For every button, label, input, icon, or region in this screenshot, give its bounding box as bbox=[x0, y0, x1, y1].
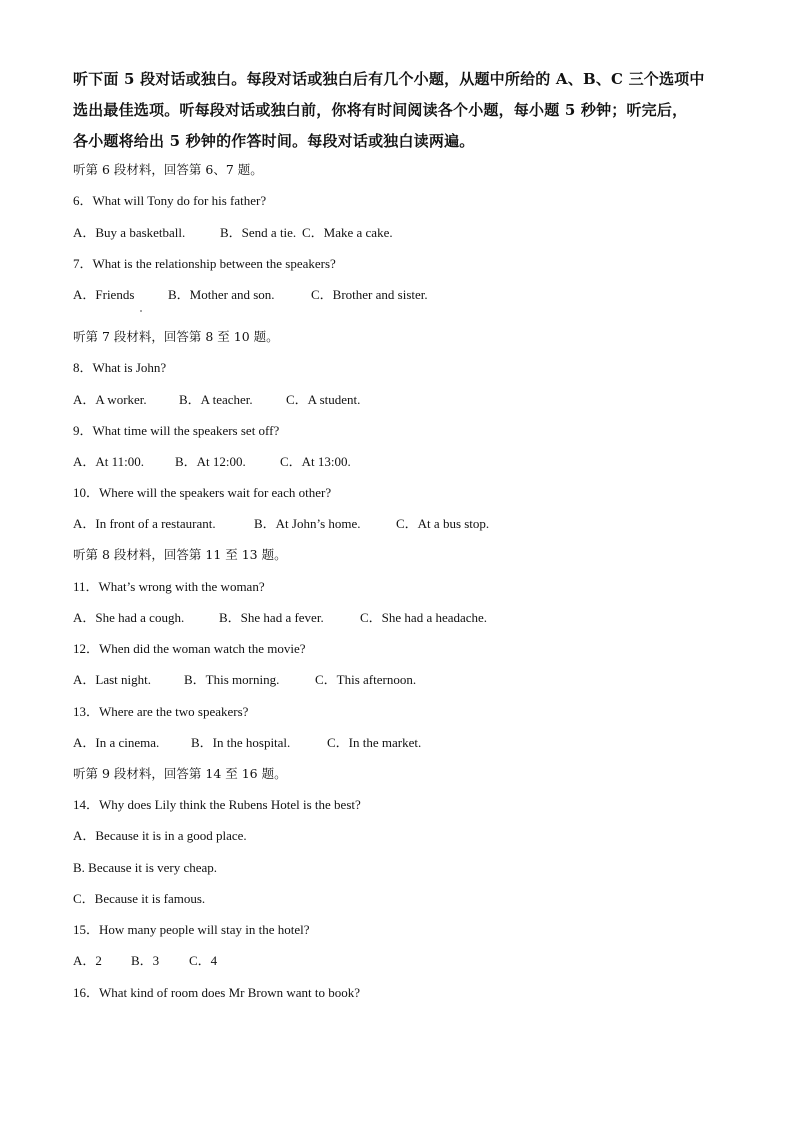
instructions bbox=[73, 64, 733, 157]
question-7-options bbox=[73, 286, 428, 304]
question-11-option-a[interactable]: A．She had a cough. bbox=[73, 610, 185, 625]
question-6-stem: 6．What will Tony do for his father? bbox=[73, 193, 267, 208]
question-15-stem: 15．How many people will stay in the hotel? bbox=[73, 922, 310, 937]
question-12-option-a[interactable]: A．Last night. bbox=[73, 672, 151, 687]
question-9-stem: 9．What time will the speakers set off? bbox=[73, 423, 280, 438]
question-6-options bbox=[73, 224, 393, 242]
question-9-options bbox=[73, 453, 351, 471]
question-14-option-a[interactable]: A．Because it is in a good place. bbox=[73, 828, 247, 843]
question-11-options bbox=[73, 609, 487, 627]
question-10-option-c[interactable]: C．At a bus stop. bbox=[396, 516, 490, 531]
question-15-option-b[interactable]: B．3 bbox=[131, 953, 160, 968]
question-15-option-c[interactable]: C．4 bbox=[189, 953, 218, 968]
question-16-stem: 16．What kind of room does Mr Brown want to book? bbox=[73, 985, 361, 1000]
question-9-option-c[interactable]: C．At 13:00. bbox=[280, 454, 351, 469]
question-8-options bbox=[73, 391, 360, 409]
question-14-stem: 14．Why does Lily think the Rubens Hotel is the best? bbox=[73, 797, 361, 812]
question-8-stem: 8．What is John? bbox=[73, 360, 167, 375]
question-13-option-b[interactable]: B．In the hospital. bbox=[191, 735, 291, 750]
question-11-option-b[interactable]: B．She had a fever. bbox=[219, 610, 324, 625]
question-8-option-a[interactable]: A．A worker. bbox=[73, 392, 147, 407]
question-12-option-c[interactable]: C．This afternoon. bbox=[315, 672, 417, 687]
question-10-option-a[interactable]: A．In front of a restaurant. bbox=[73, 516, 216, 531]
question-9-option-b[interactable]: B．At 12:00. bbox=[175, 454, 246, 469]
section-header-9: 听第 9 段材料，回答第 14 至 16 题。 bbox=[73, 766, 287, 781]
question-10-options bbox=[73, 515, 489, 533]
question-13-options bbox=[73, 734, 421, 752]
section-header-7: 听第 7 段材料，回答第 8 至 10 题。 bbox=[73, 329, 279, 344]
question-15-option-a[interactable]: A．2 bbox=[73, 953, 102, 968]
question-11-option-c[interactable]: C．She had a headache. bbox=[360, 610, 488, 625]
question-10-option-b[interactable]: B．At John’s home. bbox=[254, 516, 361, 531]
question-7-option-b[interactable]: B．Mother and son. bbox=[168, 287, 275, 302]
stray-dot-mark bbox=[140, 310, 142, 312]
instructions-line-2: 选出最佳选项。听每段对话或独白前，你将有时间阅读各个小题，每小题 5 秒钟；听完后， bbox=[73, 101, 688, 119]
question-6-option-a[interactable]: A．Buy a basketball. bbox=[73, 225, 186, 240]
question-7-stem: 7．What is the relationship between the speakers? bbox=[73, 256, 336, 271]
question-14-option-c[interactable]: C．Because it is famous. bbox=[73, 891, 206, 906]
question-10-stem: 10．Where will the speakers wait for each other? bbox=[73, 485, 332, 500]
section-header-8: 听第 8 段材料，回答第 11 至 13 题。 bbox=[73, 547, 287, 562]
instructions-line-1: 听下面 5 段对话或独白。每段对话或独白后有几个小题，从题中所给的 A、B、C 三个选项中 bbox=[73, 70, 705, 88]
question-12-stem: 12．When did the woman watch the movie? bbox=[73, 641, 306, 656]
question-13-stem: 13．Where are the two speakers? bbox=[73, 704, 249, 719]
question-7-option-a[interactable]: A．Friends bbox=[73, 287, 135, 302]
question-6-option-b[interactable]: B．Send a tie. bbox=[220, 225, 297, 240]
instructions-line-3: 各小题将给出 5 秒钟的作答时间。每段对话或独白读两遍。 bbox=[73, 132, 475, 150]
question-12-options bbox=[73, 671, 416, 689]
question-14-option-b[interactable]: B. Because it is very cheap. bbox=[73, 860, 218, 875]
question-7-option-c[interactable]: C．Brother and sister. bbox=[311, 287, 428, 302]
question-15-options bbox=[73, 952, 217, 970]
question-12-option-b[interactable]: B．This morning. bbox=[184, 672, 280, 687]
question-8-option-c[interactable]: C．A student. bbox=[286, 392, 361, 407]
question-13-option-a[interactable]: A．In a cinema. bbox=[73, 735, 160, 750]
question-9-option-a[interactable]: A．At 11:00. bbox=[73, 454, 145, 469]
question-11-stem: 11．What’s wrong with the woman? bbox=[73, 579, 265, 594]
question-8-option-b[interactable]: B．A teacher. bbox=[179, 392, 253, 407]
section-header-6: 听第 6 段材料，回答第 6、7 题。 bbox=[73, 162, 263, 177]
question-6-option-c[interactable]: C．Make a cake. bbox=[302, 225, 393, 240]
question-13-option-c[interactable]: C．In the market. bbox=[327, 735, 422, 750]
